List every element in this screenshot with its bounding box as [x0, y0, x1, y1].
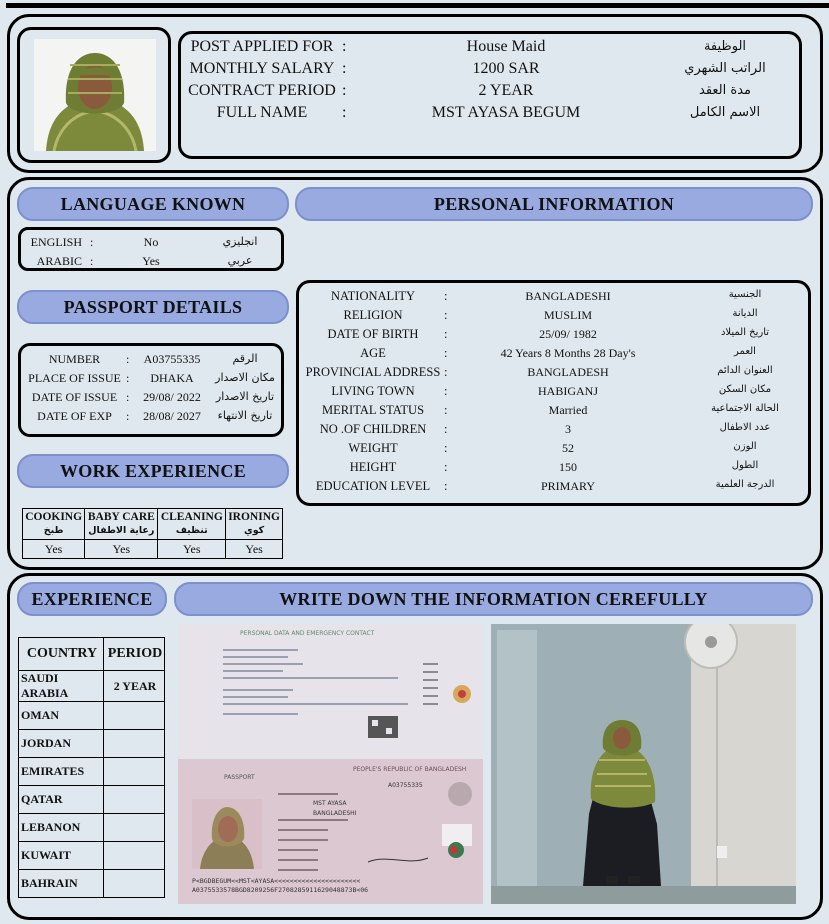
- language-value: Yes: [142, 254, 160, 268]
- language-arabic: انجليزي: [222, 235, 258, 248]
- skill-name: IRONING: [228, 511, 280, 523]
- country-header: COUNTRY: [19, 638, 104, 671]
- personal-arabic: الوزن: [733, 441, 757, 452]
- experience-period: [104, 814, 165, 842]
- personal-arabic: الطول: [731, 460, 759, 471]
- experience-period: [104, 702, 165, 730]
- header-arabic: الوظيفة: [703, 39, 747, 54]
- passport-arabic: تاريخ الاصدار: [215, 390, 275, 403]
- personal-arabic: الحالة الاجتماعية: [711, 403, 779, 414]
- personal-label: DATE OF BIRTH: [327, 327, 419, 341]
- photo-frame: [17, 27, 171, 163]
- header-arabic: الراتب الشهري: [684, 61, 766, 76]
- personal-sep: :: [444, 441, 448, 455]
- experience-row: [19, 842, 165, 870]
- passport-title: PASSPORT DETAILS: [17, 290, 289, 324]
- experience-row: [19, 702, 165, 730]
- personal-value: 3: [565, 422, 571, 436]
- personal-sep: :: [444, 384, 448, 398]
- language-arabic: عربي: [227, 254, 253, 267]
- skill-header: [85, 509, 158, 540]
- passport-sep: :: [126, 371, 130, 385]
- experience-period: [104, 786, 165, 814]
- personal-value: HABIGANJ: [538, 384, 598, 398]
- experience-country: OMAN: [19, 702, 104, 730]
- experience-country: LEBANON: [19, 814, 104, 842]
- experience-period: [104, 758, 165, 786]
- experience-country: KUWAIT: [19, 842, 104, 870]
- personal-label: EDUCATION LEVEL: [315, 479, 431, 493]
- passport-sep: :: [126, 352, 130, 366]
- skill-header: [23, 509, 85, 540]
- header-sep: :: [342, 82, 347, 99]
- passport-label: NUMBER: [48, 352, 101, 366]
- personal-sep: :: [444, 460, 448, 474]
- personal-label: PROVINCIAL ADDRESS: [305, 365, 441, 379]
- scan-country: PEOPLE'S REPUBLIC OF BANGLADESH: [353, 766, 467, 773]
- experience-period: 2 YEAR: [104, 671, 165, 702]
- personal-value: 52: [562, 441, 574, 455]
- language-label: ARABIC: [36, 254, 82, 268]
- header-arabic: مدة العقد: [699, 83, 751, 98]
- header-sep: :: [342, 38, 347, 55]
- experience-header-row: [19, 638, 165, 671]
- language-sep: :: [90, 235, 94, 249]
- skill-name: CLEANING: [160, 511, 223, 523]
- experience-period: [104, 870, 165, 898]
- skill-header: [226, 509, 283, 540]
- personal-value: 25/09/ 1982: [539, 327, 597, 341]
- experience-country: EMIRATES: [19, 758, 104, 786]
- passport-label: DATE OF ISSUE: [31, 390, 118, 404]
- skill-header: [158, 509, 226, 540]
- header-value: 1200 SAR: [472, 60, 540, 77]
- applicant-photo: [34, 39, 156, 151]
- passport-label: DATE OF EXP: [37, 409, 112, 423]
- personal-arabic: الدرجة العلمية: [715, 479, 775, 490]
- experience-period: [104, 730, 165, 758]
- skills-value-row: [23, 540, 283, 559]
- experience-country: JORDAN: [19, 730, 104, 758]
- skill-arabic: طبخ: [43, 525, 64, 536]
- header-value: House Maid: [466, 38, 546, 55]
- experience-period: [104, 842, 165, 870]
- experience-row: [19, 671, 165, 702]
- experience-table: [18, 637, 165, 898]
- passport-scan-image: [178, 624, 483, 904]
- experience-row: [19, 786, 165, 814]
- language-value: No: [143, 235, 159, 249]
- scan-top-heading: PERSONAL DATA AND EMERGENCY CONTACT: [240, 630, 375, 637]
- personal-arabic: العنوان الدائم: [717, 365, 773, 376]
- header-arabic: الاسم الكامل: [689, 105, 761, 120]
- personal-arabic: تاريخ الميلاد: [720, 327, 770, 338]
- personal-value: 42 Years 8 Months 28 Day's: [500, 346, 636, 360]
- work-title: WORK EXPERIENCE: [17, 454, 289, 488]
- personal-label: RELIGION: [343, 308, 403, 322]
- experience-country: SAUDI ARABIA: [19, 671, 104, 702]
- top-rule: [6, 3, 829, 8]
- passport-arabic: تاريخ الانتهاء: [217, 409, 273, 422]
- header-label: FULL NAME: [216, 104, 308, 121]
- personal-arabic: العمر: [734, 346, 756, 357]
- personal-label: LIVING TOWN: [331, 384, 415, 398]
- personal-value: 150: [559, 460, 577, 474]
- personal-sep: :: [444, 308, 448, 322]
- personal-value: MUSLIM: [543, 308, 592, 322]
- header-sep: :: [342, 60, 347, 77]
- personal-label: NO .OF CHILDREN: [319, 422, 427, 436]
- experience-title: EXPERIENCE: [17, 582, 167, 616]
- personal-value: Married: [548, 403, 588, 417]
- personal-label: MERITAL STATUS: [321, 403, 425, 417]
- scan-mrz-line-2: A0375533578BGD8209256F2708285911629048873B<06: [192, 886, 369, 894]
- passport-value: 28/08/ 2027: [143, 409, 201, 423]
- experience-row: [19, 870, 165, 898]
- note-title: WRITE DOWN THE INFORMATION CEREFULLY: [174, 582, 813, 616]
- experience-country: QATAR: [19, 786, 104, 814]
- header-label: POST APPLIED FOR: [190, 38, 334, 55]
- passport-value: 29/08/ 2022: [143, 390, 201, 404]
- personal-sep: :: [444, 327, 448, 341]
- scan-number: A03755335: [388, 782, 423, 789]
- skill-arabic: رعاية الاطفال: [88, 525, 155, 536]
- personal-arabic: مكان السكن: [718, 384, 772, 395]
- personal-sep: :: [444, 289, 448, 303]
- personal-sep: :: [444, 365, 448, 379]
- skill-value: Yes: [85, 540, 158, 559]
- experience-country: BAHRAIN: [19, 870, 104, 898]
- personal-label: HEIGHT: [349, 460, 397, 474]
- header-value: MST AYASA BEGUM: [431, 104, 581, 121]
- passport-arabic: الرقم: [232, 352, 258, 365]
- passport-value: DHAKA: [150, 371, 194, 385]
- passport-sep: :: [126, 390, 130, 404]
- personal-value: BANGLADESHI: [525, 289, 611, 303]
- personal-arabic: الديانة: [732, 308, 758, 319]
- personal-label: NATIONALITY: [330, 289, 415, 303]
- skill-arabic: تنظيف: [175, 525, 208, 536]
- passport-sep: :: [126, 409, 130, 423]
- skills-header-row: [23, 509, 283, 540]
- personal-sep: :: [444, 479, 448, 493]
- skill-value: Yes: [158, 540, 226, 559]
- language-sep: :: [90, 254, 94, 268]
- header-sep: :: [342, 104, 347, 121]
- passport-label: PLACE OF ISSUE: [28, 371, 121, 385]
- personal-label: WEIGHT: [348, 441, 398, 455]
- personal-title: PERSONAL INFORMATION: [295, 187, 813, 221]
- skills-table: [22, 508, 283, 559]
- personal-sep: :: [444, 422, 448, 436]
- personal-value: PRIMARY: [540, 479, 596, 493]
- personal-arabic: عدد الاطفال: [719, 422, 771, 433]
- skill-value: Yes: [23, 540, 85, 559]
- scan-mrz-line-1: P<BGDBEGUM<<MST<AYASA<<<<<<<<<<<<<<<<<<<<<<: [192, 877, 361, 885]
- language-title: LANGUAGE KNOWN: [17, 187, 289, 221]
- personal-value: BANGLADESH: [527, 365, 609, 379]
- header-label: CONTRACT PERIOD: [188, 82, 336, 99]
- personal-sep: :: [444, 346, 448, 360]
- scan-name: MST AYASA: [313, 800, 347, 807]
- skill-arabic: كوي: [244, 525, 265, 536]
- header-label: MONTHLY SALARY: [189, 60, 335, 77]
- skill-name: COOKING: [25, 511, 83, 523]
- experience-row: [19, 814, 165, 842]
- scan-data-lines: [178, 624, 483, 759]
- skill-name: BABY CARE: [87, 511, 155, 523]
- experience-row: [19, 758, 165, 786]
- experience-row: [19, 730, 165, 758]
- passport-value: A03755335: [143, 352, 201, 366]
- scan-doc-label: PASSPORT: [224, 774, 255, 781]
- period-header: PERIOD: [104, 638, 165, 671]
- personal-arabic: الجنسية: [728, 289, 762, 300]
- scan-nationality: BANGLADESHI: [313, 810, 357, 817]
- skill-value: Yes: [226, 540, 283, 559]
- passport-arabic: مكان الاصدار: [215, 371, 275, 384]
- personal-label: AGE: [360, 346, 386, 360]
- personal-sep: :: [444, 403, 448, 417]
- header-value: 2 YEAR: [478, 82, 534, 99]
- full-body-photo: [491, 624, 796, 904]
- language-label: ENGLISH: [30, 235, 82, 249]
- scan-fields: [178, 774, 483, 884]
